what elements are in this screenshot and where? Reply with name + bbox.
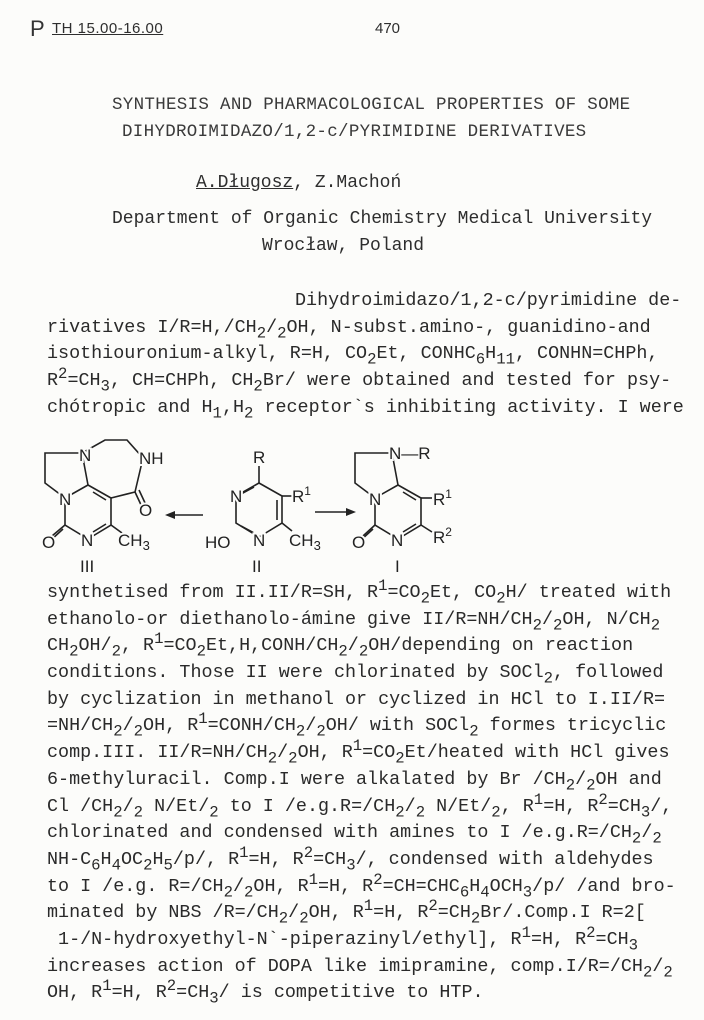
text-segment: Dihydroimidazo/1,2-c/pyrimidine de- [295, 290, 682, 311]
text-segment: OH, R [143, 715, 199, 737]
text-segment: =CH [437, 902, 471, 924]
subscript: 3 [346, 856, 356, 875]
text-line [47, 843, 676, 875]
text-segment: Et, CONHC [376, 343, 476, 365]
subscript: 2 [113, 722, 123, 741]
subscript: 2 [631, 829, 642, 848]
subscript: 2 [253, 377, 263, 396]
text-segment: Et/heated with HCl gives [404, 742, 670, 764]
subscript: 2 [316, 722, 326, 741]
text-segment: OH, N/CH [562, 608, 651, 630]
text-segment: H [469, 875, 481, 897]
atom-label: $CH_3$ [289, 531, 321, 553]
atom-label: O [42, 533, 56, 552]
subscript: 2 [663, 963, 673, 982]
text-line [47, 977, 676, 1008]
text-segment: Br/.Comp.I R=2[ [480, 902, 646, 924]
text-line [47, 897, 676, 928]
atom-label: O [352, 533, 366, 552]
text-segment: / [122, 715, 134, 737]
atom-label: N [391, 531, 404, 550]
structure-I [352, 444, 452, 576]
atom-label: HO [205, 533, 231, 552]
text-segment: Et,H,CONH/CH [205, 635, 339, 657]
subscript: 2 [496, 589, 506, 608]
subscript: 3 [209, 989, 219, 1008]
author-separator: , [293, 173, 315, 193]
text-segment: chótropic and H [47, 396, 213, 418]
atom-label: N [79, 446, 92, 465]
double-bond [241, 487, 254, 494]
double-bond [93, 524, 106, 532]
subscript: 1 [212, 404, 222, 423]
superscript: 1 [363, 897, 374, 916]
subscript: 2 [565, 776, 576, 795]
atom-label: $R^2$ [433, 525, 452, 547]
text-segment: OH, R [297, 742, 353, 764]
subscript: 2 [278, 909, 289, 928]
text-segment: /, [650, 795, 673, 817]
text-segment: , followed [553, 662, 664, 684]
subscript: 2 [358, 642, 369, 661]
subscript: 2 [196, 642, 206, 661]
text-segment: =H, R [373, 902, 429, 924]
superscript: 1 [308, 870, 318, 889]
subscript: 2 [256, 324, 267, 343]
atom-label: NH [139, 449, 164, 468]
subscript: 5 [163, 856, 173, 875]
author: Z.Machoń [314, 173, 402, 193]
text-segment: =CH [595, 928, 629, 950]
text-line [47, 870, 676, 902]
text-segment: =H, R [111, 982, 167, 1004]
subscript: 2 [469, 722, 479, 741]
atom-label: N—R [389, 444, 431, 463]
arrow-left [165, 511, 203, 519]
text-segment: conditions. Those II were chlorinated by SOCl [47, 662, 544, 684]
text-segment: , R [500, 795, 534, 817]
text-segment: / [266, 316, 278, 338]
subscript: 3 [100, 377, 110, 396]
text-segment: OC [120, 848, 144, 870]
compound-label-II: II [252, 557, 262, 576]
text-segment: H [152, 848, 164, 870]
subscript: 2 [395, 749, 405, 768]
text-segment: H [100, 848, 112, 870]
subscript: 2 [367, 350, 377, 369]
text-segment: / [652, 955, 664, 977]
text-segment: OH, R [308, 902, 364, 924]
text-segment: =H, R [318, 875, 374, 897]
text-segment: Cl /CH [47, 795, 114, 817]
text-segment: R [47, 370, 59, 392]
superscript: 2 [586, 923, 596, 942]
superscript: 2 [58, 365, 68, 384]
superscript: 1 [521, 923, 531, 942]
text-segment: NH-C [47, 848, 92, 870]
text-segment: / [641, 822, 653, 844]
subscript: 2 [133, 802, 144, 821]
atom-label: N [230, 487, 243, 506]
text-segment: CH [47, 635, 70, 657]
double-bond [403, 524, 416, 532]
structure-II [205, 448, 321, 576]
text-segment: =CO [163, 635, 197, 657]
subscript: 2 [642, 963, 653, 982]
text-segment: =CO [387, 582, 421, 603]
text-segment: N/Et/ [425, 795, 492, 817]
text-segment: / [122, 795, 134, 817]
subscript: 2 [543, 669, 554, 688]
compound-label-III: III [80, 557, 95, 576]
text-segment: , CH=CHPh, CH [109, 370, 254, 392]
text-segment: OCH [489, 875, 523, 897]
text-segment: receptor`s inhibiting activity. I were [253, 396, 684, 418]
subscript: 2 [553, 616, 563, 635]
text-segment: =CONH/CH [207, 715, 296, 737]
bond [282, 523, 292, 531]
text-segment: OH/depending on reaction [368, 635, 634, 657]
subscript: 2 [650, 616, 661, 635]
atom-label: N [253, 531, 266, 550]
subscript: 11 [496, 350, 515, 369]
bond [421, 525, 432, 532]
text-segment: N/Et/ [143, 795, 210, 817]
text-segment: synthetised from II.II/R=SH, R [47, 582, 379, 603]
superscript: 1 [378, 576, 388, 595]
subscript: 2 [111, 642, 121, 661]
text-segment: OH, R [47, 982, 103, 1004]
subscript: 2 [288, 749, 298, 768]
text-line [47, 660, 676, 687]
subscript: 2 [143, 856, 153, 875]
superscript: 2 [428, 897, 438, 916]
text-line [47, 790, 676, 821]
text-segment: =CO [362, 742, 396, 764]
text-segment: ,H [221, 396, 245, 418]
text-segment: / [575, 768, 587, 790]
text-segment: =H, R [530, 928, 587, 950]
subscript: 3 [640, 802, 651, 821]
text-segment: OH/ [78, 635, 112, 657]
superscript: 1 [352, 737, 363, 756]
superscript: 1 [102, 977, 112, 996]
subscript: 2 [69, 642, 79, 661]
text-line [47, 630, 676, 661]
superscript: 2 [373, 870, 383, 889]
text-segment: =H, R [248, 848, 304, 870]
text-segment: =H, R [543, 795, 599, 817]
subscript: 2 [244, 883, 254, 902]
superscript: 2 [598, 790, 608, 809]
text-segment: OH, N-subst.amino-, guanidino-and [286, 316, 651, 338]
page-number: 470 [375, 20, 401, 37]
subscript: 6 [475, 350, 486, 369]
text-segment: , R [120, 635, 155, 657]
atom-label: N [369, 490, 382, 509]
subscript: 6 [459, 883, 470, 902]
arrow-right [315, 508, 356, 516]
text-segment: by cyclization in methanol or cyclized in HCl to I.II/R= [47, 688, 666, 710]
text-segment: rivatives I/R=H,/CH [47, 316, 257, 338]
subscript: 2 [299, 909, 309, 928]
text-segment: /p/, R [172, 848, 240, 870]
affiliation-department: Department of Organic Chemistry Medical University [112, 209, 653, 229]
subscript: 2 [209, 802, 219, 821]
compound-label-I: I [395, 557, 400, 576]
section-marker: P [30, 16, 45, 41]
text-segment: increases action of DOPA like imipramine, comp.I/R=/CH [47, 955, 643, 977]
structure-III [42, 440, 164, 576]
text-line [47, 767, 676, 794]
atom-label: N [81, 531, 94, 550]
superscript: 2 [166, 977, 177, 996]
session-time: TH 15.00-16.00 [52, 20, 164, 37]
text-segment: / [347, 635, 359, 657]
subscript: 4 [480, 883, 490, 902]
text-segment: isothiouronium-alkyl, R=H, CO [47, 343, 368, 365]
text-segment: / [404, 795, 416, 817]
text-line [47, 607, 676, 634]
text-segment: /p/ /and bro- [532, 875, 676, 897]
superscript: 1 [198, 710, 208, 729]
text-segment: , CONHN=CHPh, [514, 343, 659, 365]
text-segment: ethanolo-or diethanolo-ámine give II/R=NH/CH [47, 608, 533, 630]
text-line [47, 687, 676, 714]
atom-label: N [59, 490, 72, 509]
subscript: 2 [470, 909, 481, 928]
subscript: 2 [652, 829, 662, 848]
text-segment: / [305, 715, 317, 737]
text-line [47, 820, 676, 847]
superscript: 2 [303, 843, 314, 862]
text-segment: / is competitive to HTP. [218, 982, 484, 1004]
text-segment: / [541, 608, 554, 630]
superscript: 1 [533, 790, 544, 809]
subscript: 2 [295, 722, 306, 741]
subscript: 2 [586, 776, 596, 795]
text-segment: Br/ were obtained and tested for psy- [262, 370, 672, 392]
text-segment: Et, CO [429, 582, 497, 603]
superscript: 1 [239, 843, 249, 862]
text-segment: to I /e.g. R=/CH [47, 875, 224, 897]
text-segment: =CH=CHC [382, 875, 460, 897]
subscript: 2 [415, 802, 426, 821]
subscript: 2 [133, 722, 144, 741]
text-segment: formes tricyclic [478, 715, 667, 737]
subscript: 2 [491, 802, 501, 821]
text-line [47, 954, 676, 981]
text-segment: 6-methyluracil. Comp.I were alkalated by Br /CH [47, 768, 566, 790]
text-segment: H/ treated with [505, 582, 672, 603]
affiliation-city: Wrocław, Poland [262, 236, 425, 256]
subscript: 2 [420, 589, 430, 608]
atom-label: R [253, 448, 266, 467]
paper-title-line-1: SYNTHESIS AND PHARMACOLOGICAL PROPERTIES OF SOME [112, 95, 631, 115]
subscript: 2 [338, 642, 348, 661]
abstract-text-part-2 [47, 576, 676, 1008]
text-segment: H [485, 343, 497, 365]
author-presenting: A.Długosz [196, 173, 294, 193]
text-segment: OH and [595, 768, 662, 790]
text-segment: comp.III. II/R=NH/CH [47, 742, 268, 764]
subscript: 4 [111, 856, 121, 875]
text-line [47, 737, 676, 768]
text-segment: 1-/N-hydroxyethyl-N`-piperazinyl/ethyl], R [47, 928, 522, 950]
text-segment: OH, R [253, 875, 309, 897]
text-segment: =CH [313, 848, 347, 870]
text-segment: to I /e.g.R=/CH [218, 795, 396, 817]
text-segment: =CH [607, 795, 641, 817]
text-segment: =CH [67, 370, 101, 392]
subscript: 3 [628, 936, 639, 955]
superscript: 1 [154, 630, 164, 649]
text-segment: minated by NBS /R=/CH [47, 902, 279, 924]
subscript: 2 [223, 883, 233, 902]
subscript: 2 [532, 616, 542, 635]
text-segment: chlorinated and condensed with amines to I /e.g.R=/CH [47, 822, 632, 844]
atom-label: $R^1$ [433, 487, 452, 509]
atom-label: O [139, 501, 153, 520]
subscript: 6 [91, 856, 101, 875]
atom-label: $CH_3$ [118, 531, 150, 553]
text-segment: / [277, 742, 289, 764]
text-segment: =CH [176, 982, 210, 1004]
subscript: 2 [244, 404, 254, 423]
subscript: 2 [267, 749, 278, 768]
text-segment: OH/ with SOCl [325, 715, 470, 737]
atom-label: $R^1$ [292, 484, 311, 506]
subscript: 2 [277, 324, 287, 343]
text-segment: / [288, 902, 300, 924]
text-segment: =NH/CH [47, 715, 114, 737]
subscript: 3 [522, 883, 533, 902]
text-segment: / [232, 875, 245, 897]
text-line [47, 576, 676, 608]
subscript: 2 [113, 802, 123, 821]
subscript: 2 [395, 802, 405, 821]
text-segment: /, condensed with aldehydes [355, 848, 654, 870]
text-line [47, 923, 676, 955]
paper-title-line-2: DIHYDROIMIDAZO/1,2-c/PYRIMIDINE DERIVATIVES [122, 122, 587, 142]
bond [236, 483, 282, 537]
